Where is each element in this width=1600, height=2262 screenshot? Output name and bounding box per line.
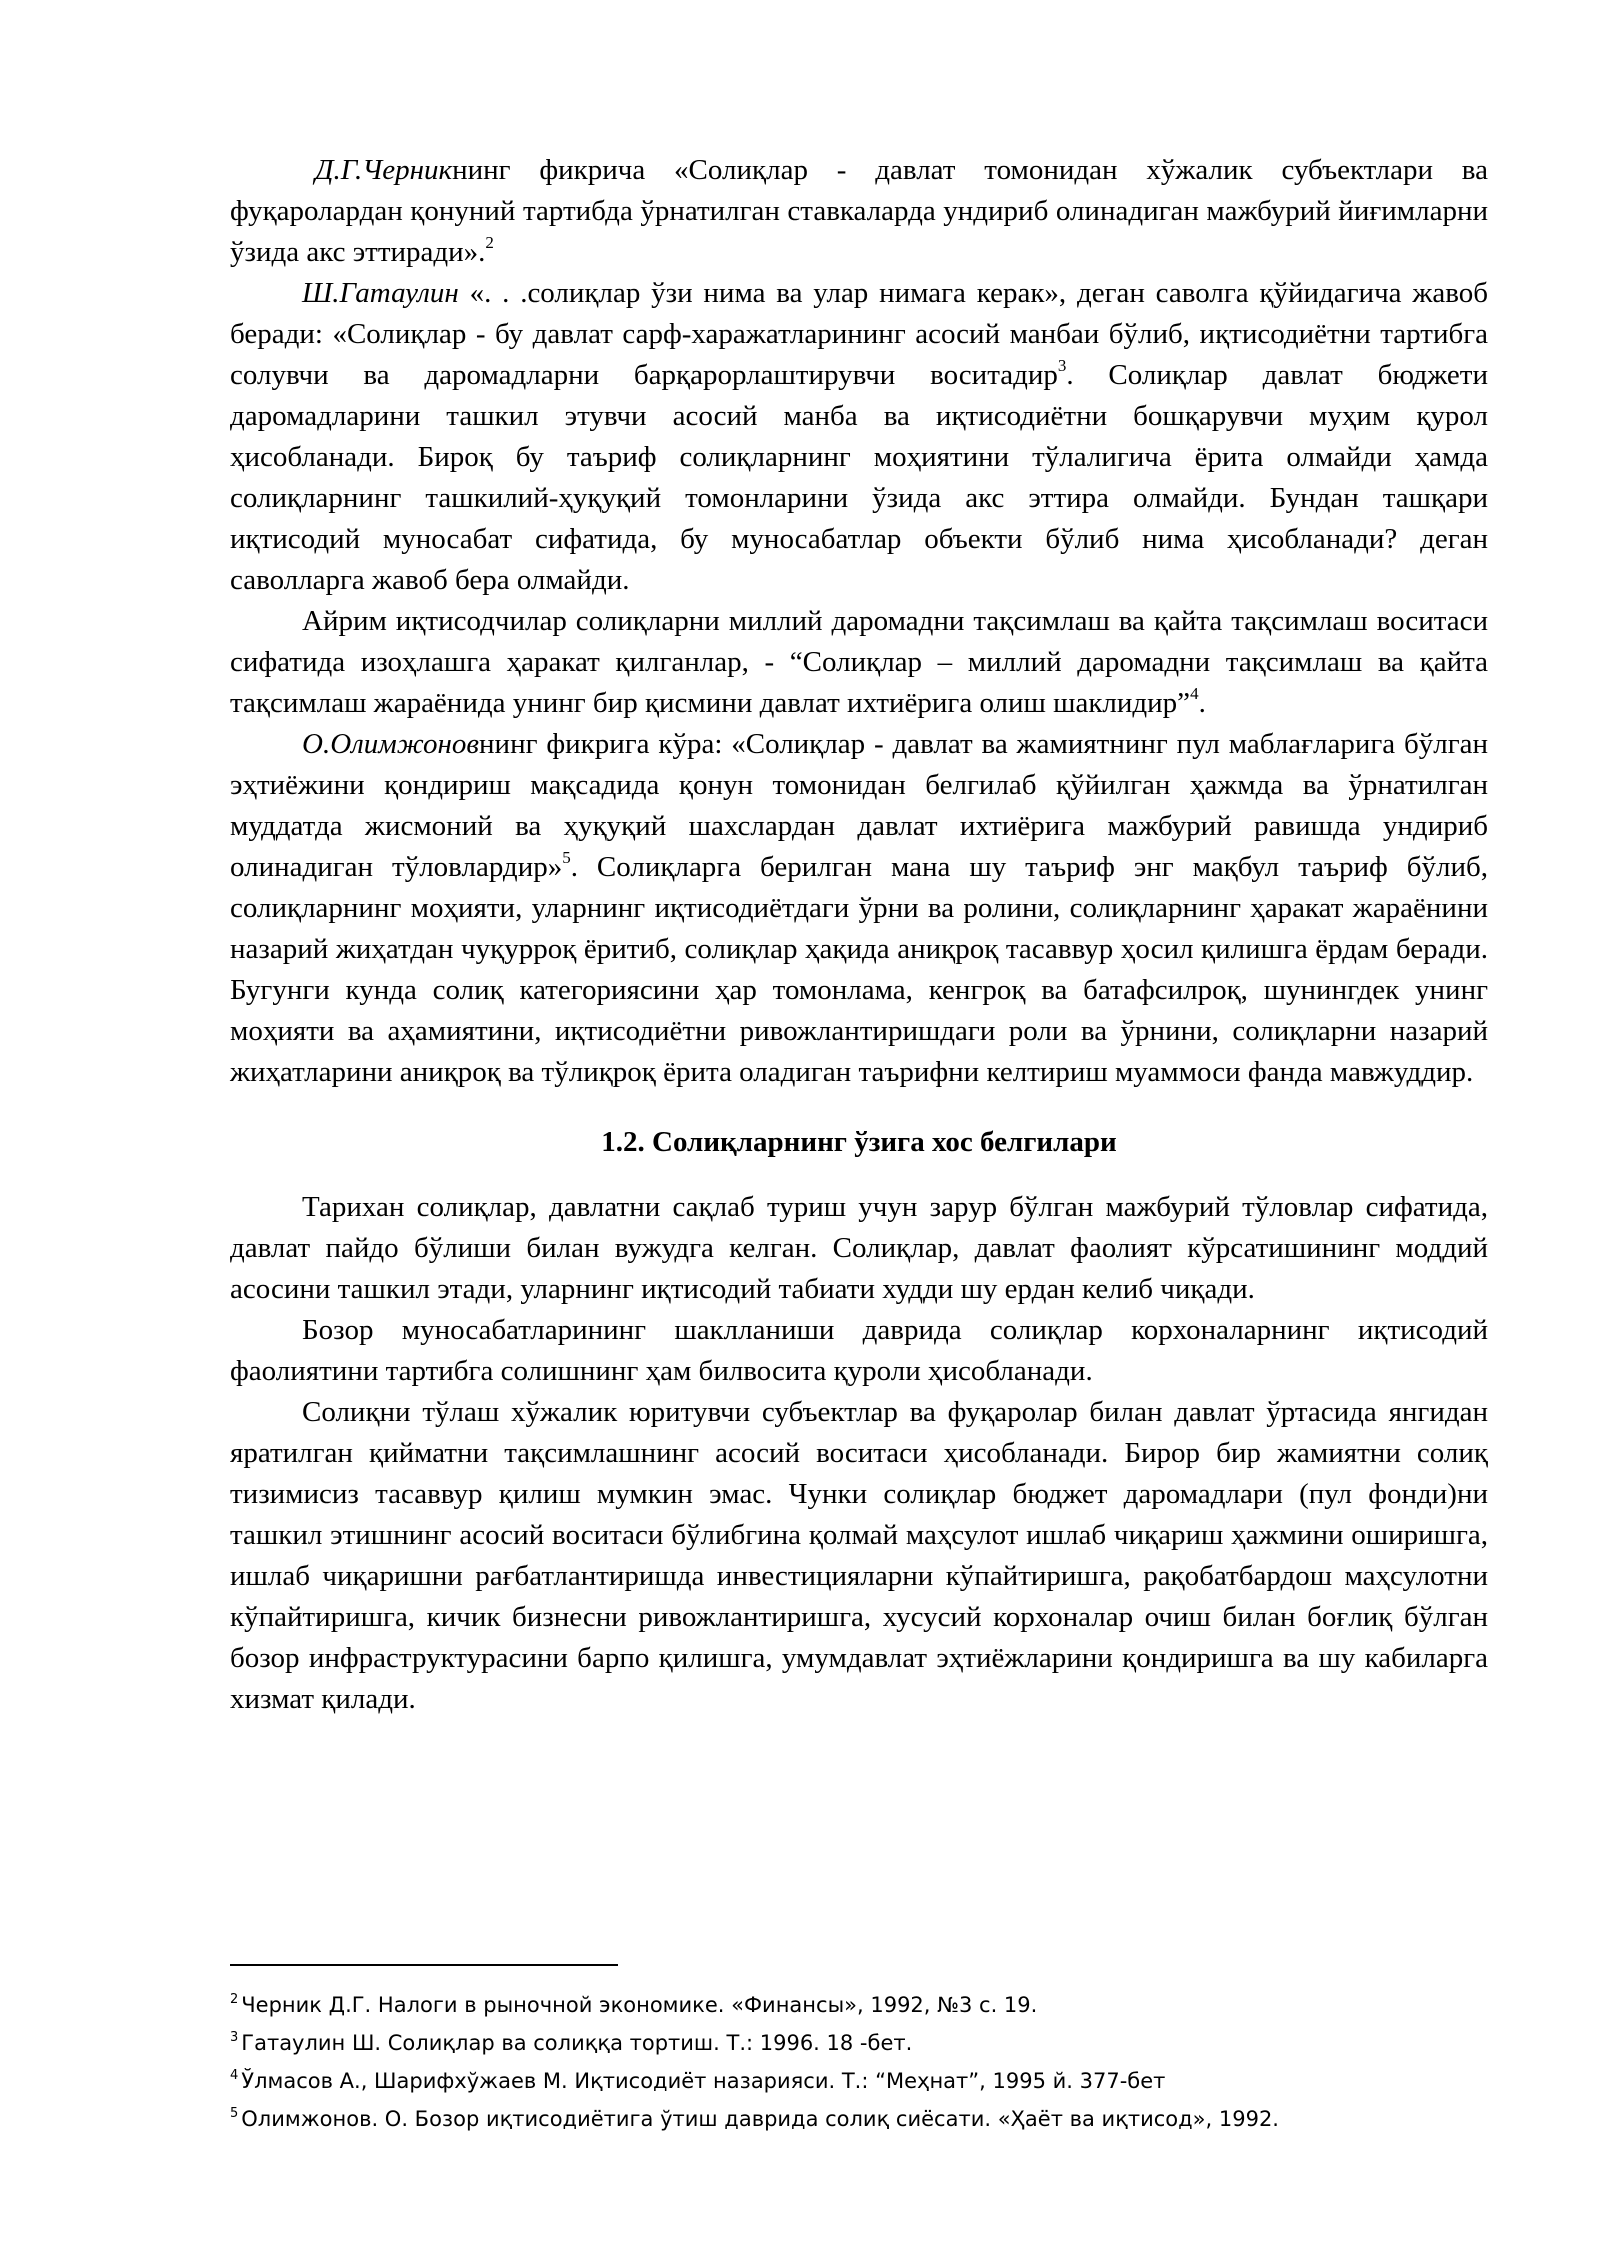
- footnote-text: Гатаулин Ш. Солиқлар ва солиққа тортиш. Т.: 1996. 18 -бет.: [241, 2031, 913, 2055]
- footnote-item: [230, 2098, 1488, 2136]
- section-heading: 1.2. Солиқларнинг ўзига хос белгилари: [601, 1126, 1117, 1158]
- footnote-ref: 5: [562, 848, 571, 868]
- paragraph-text: нинг фикрига кўра: «Солиқлар - давлат ва жамиятнинг пул маблағларига бўлган эҳтиёжини қондириш мақсадида қонун томонидан белгилаб қўйилган ҳажмда ва ўрнатилган муддатда жисмоний ва ҳуқуқий шахслардан давлат ихтиёрига мажбурий равишда ундириб олинадиган тўловлардир»: [230, 728, 1488, 883]
- author-name: О.Олимжонов: [302, 728, 480, 760]
- footnote-text: Черник Д.Г. Налоги в рыночной экономике. «Финансы», 1992, №3 с. 19.: [241, 1993, 1038, 2017]
- body-text: [230, 150, 1488, 1720]
- paragraph-market: Бозор муносабатларининг шаклланиши даврида солиқлар корхоналарнинг иқтисодий фаолиятини тартибга солишнинг ҳам билвосита қуроли ҳисобланади.: [230, 1314, 1488, 1387]
- paragraph-gataulin: [230, 273, 1488, 601]
- footnote-number: 3: [230, 2030, 239, 2045]
- footnotes: [230, 1964, 1488, 2136]
- footnote-item: [230, 1984, 1488, 2022]
- footnote-separator: [230, 1964, 618, 1966]
- footnote-text: Ўлмасов А., Шарифхўжаев М. Иқтисодиёт назарияси. Т.: “Меҳнат”, 1995 й. 377-бет: [241, 2069, 1166, 2093]
- author-name: Д.Г.Черник: [315, 154, 453, 186]
- paragraph-text: нинг фикрича «Солиқлар - давлат томонидан хўжалик субъектлари ва фуқаролардан қонуний тартибда ўрнатилган ставкаларда ундириб олинадиган мажбурий йиғимларни ўзида акс эттиради».: [230, 154, 1488, 268]
- footnote-ref: 4: [1190, 684, 1199, 704]
- footnote-text: Олимжонов. О. Бозор иқтисодиётига ўтиш даврида солиқ сиёсати. «Ҳаёт ва иқтисод», 1992.: [241, 2107, 1279, 2131]
- footnote-ref: 2: [485, 233, 494, 253]
- footnote-item: [230, 2060, 1488, 2098]
- footnote-item: [230, 2022, 1488, 2060]
- paragraph-payment: Солиқни тўлаш хўжалик юритувчи субъектлар ва фуқаролар билан давлат ўртасида янгидан яратилган қийматни тақсимлашнинг асосий воситаси ҳисобланади. Бирор бир жамиятни солиқ тизимисиз тасаввур қилиш мумкин эмас. Чунки солиқлар бюджет даромадлари (пул фонди)ни ташкил этишнинг асосий воситаси бўлибгина қолмай маҳсулот ишлаб чиқариш ҳажмини оширишга, ишлаб чиқаришни рағбатлантиришда инвестицияларни кўпайтиришга, рақобатбардош маҳсулотни кўпайтиришга, кичик бизнесни ривожлантиришга, хусусий корхоналар очиш билан боғлиқ бўлган бозор инфраструктурасини барпо қилишга, умумдавлат эҳтиёжларини қондиришга ва шу кабиларга хизмат қилади.: [230, 1396, 1488, 1715]
- paragraph-text: . Солиқлар давлат бюджети даромадларини ташкил этувчи асосий манба ва иқтисодиётни бошқарувчи муҳим қурол ҳисобланади. Бироқ бу таъриф солиқларнинг моҳиятини тўлалигича ёрита олмайди ҳамда солиқларнинг ташкилий-ҳуқуқий томонларини ўзида акс эттира олмайди. Бундан ташқари иқтисодий муносабат сифатида, бу муносабатлар объекти бўлиб нима ҳисобланади? деган саволларга жавоб бера олмайди.: [230, 359, 1488, 596]
- footnote-number: 5: [230, 2106, 239, 2121]
- paragraph-text: .: [1198, 687, 1206, 719]
- paragraph-history: Тарихан солиқлар, давлатни сақлаб туриш учун зарур бўлган мажбурий тўловлар сифатида, давлат пайдо бўлиши билан вужудга келган. Солиқлар, давлат фаолият кўрсатишининг моддий асосини ташкил этади, уларнинг иқтисодий табиати худди шу ердан келиб чиқади.: [230, 1191, 1488, 1305]
- paragraph-olimjonov: [230, 724, 1488, 1093]
- paragraph-chernik: [230, 150, 1488, 273]
- footnote-number: 2: [230, 1992, 239, 2007]
- footnote-number: 4: [230, 2068, 239, 2083]
- footnote-ref: 3: [1057, 356, 1067, 376]
- paragraph-economists: [230, 601, 1488, 724]
- paragraph-text: . Солиқларга берилган мана шу таъриф энг мақбул таъриф бўлиб, солиқларнинг моҳияти, уларнинг иқтисодиётдаги ўрни ва ролини, солиқларнинг ҳаракат жараёнини назарий жиҳатдан чуқурроқ ёритиб, солиқлар ҳақида аниқроқ тасаввур ҳосил қилишга ёрдам беради. Бугунги кунда солиқ категориясини ҳар томонлама, кенгроқ ва батафсилроқ, шунингдек унинг моҳияти ва аҳамиятини, иқтисодиётни ривожлантиришдаги роли ва ўрнини, солиқларни назарий жиҳатларини аниқроқ ва тўлиқроқ ёрита оладиган таърифни келтириш муаммоси фанда мавжуддир.: [230, 851, 1488, 1088]
- author-name: Ш.Гатаулин: [302, 277, 459, 309]
- paragraph-text: «. . .солиқлар ўзи нима ва улар нимага керак», деган саволга қўйидагича жавоб беради: «Солиқлар - бу давлат сарф-харажатларининг асосий манбаи бўлиб, иқтисодиётни тартибга солувчи ва даромадларни барқарорлаштирувчи воситадир: [230, 277, 1488, 391]
- paragraph-text: Айрим иқтисодчилар солиқларни миллий даромадни тақсимлаш ва қайта тақсимлаш воситаси сифатида изоҳлашга ҳаракат қилганлар, - “Солиқлар – миллий даромадни тақсимлаш ва қайта тақсимлаш жараёнида унинг бир қисмини давлат ихтиёрига олиш шаклидир”: [230, 605, 1488, 719]
